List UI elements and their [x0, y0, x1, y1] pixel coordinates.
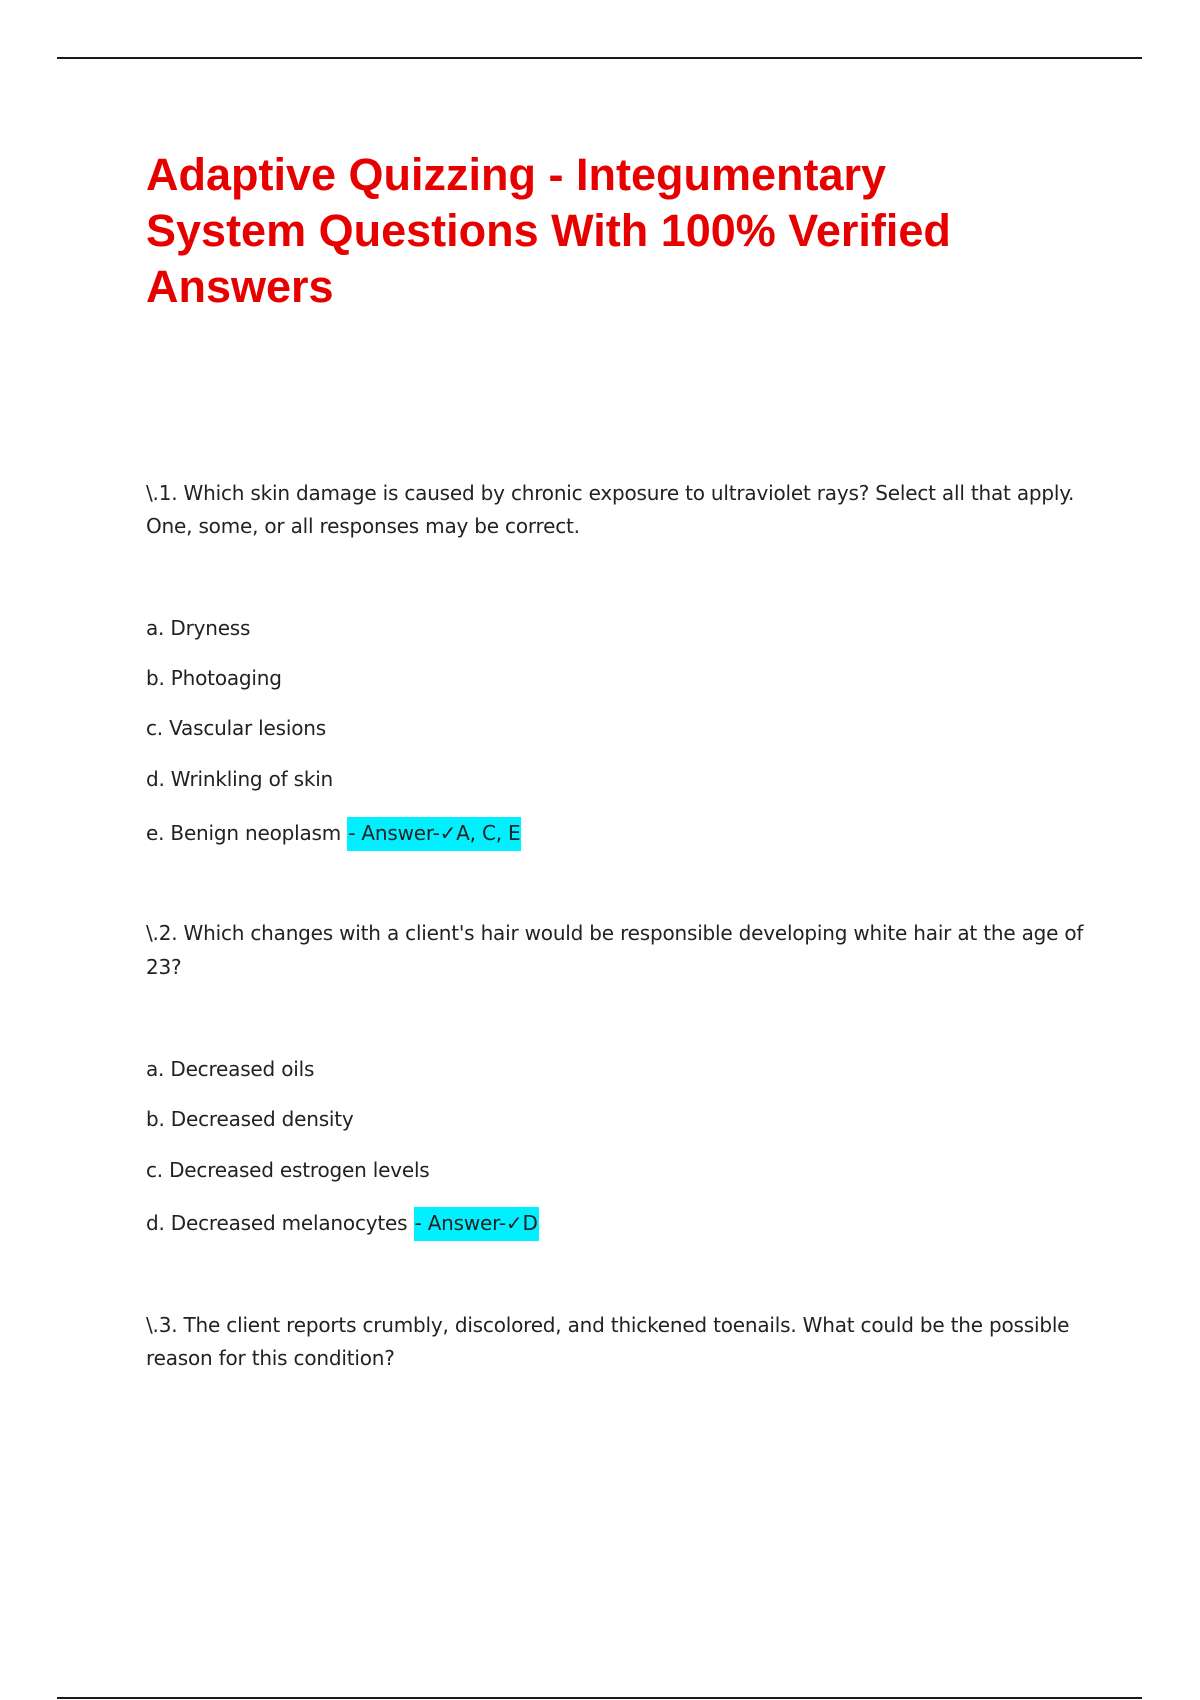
question-2-option-b: b. Decreased density — [146, 1107, 354, 1131]
question-1-option-e: e. Benign neoplasm — [146, 821, 342, 845]
question-2-answer: - Answer-✓D — [414, 1207, 539, 1241]
question-3-text-line-1: \.3. The client reports crumbly, discolored, and thickened toenails. What could be the possible — [146, 1313, 1070, 1337]
question-2-text-line-2: 23? — [146, 955, 182, 979]
question-2-option-a: a. Decreased oils — [146, 1057, 315, 1081]
question-2-option-c: c. Decreased estrogen levels — [146, 1158, 430, 1182]
footer-rule — [57, 1697, 1142, 1699]
question-2-text-line-1: \.2. Which changes with a client's hair would be responsible developing white hair at the age of — [146, 921, 1084, 945]
question-1-answer: - Answer-✓A, C, E — [347, 817, 521, 851]
question-1-text-line-2: One, some, or all responses may be correct. — [146, 514, 580, 538]
document-title: Adaptive Quizzing - Integumentary System Questions With 100% Verified Answers — [146, 149, 951, 312]
question-1-option-c: c. Vascular lesions — [146, 716, 326, 740]
question-1-option-a: a. Dryness — [146, 616, 251, 640]
header-rule — [57, 57, 1142, 59]
question-1-option-d: d. Wrinkling of skin — [146, 767, 334, 791]
question-3-text-line-2: reason for this condition? — [146, 1346, 395, 1370]
question-1-option-e-row — [146, 821, 521, 845]
question-1-option-b: b. Photoaging — [146, 666, 282, 690]
question-2-option-d-row — [146, 1211, 539, 1235]
question-2-option-d: d. Decreased melanocytes — [146, 1211, 408, 1235]
question-1-text-line-1: \.1. Which skin damage is caused by chronic exposure to ultraviolet rays? Select all that apply. — [146, 481, 1075, 505]
